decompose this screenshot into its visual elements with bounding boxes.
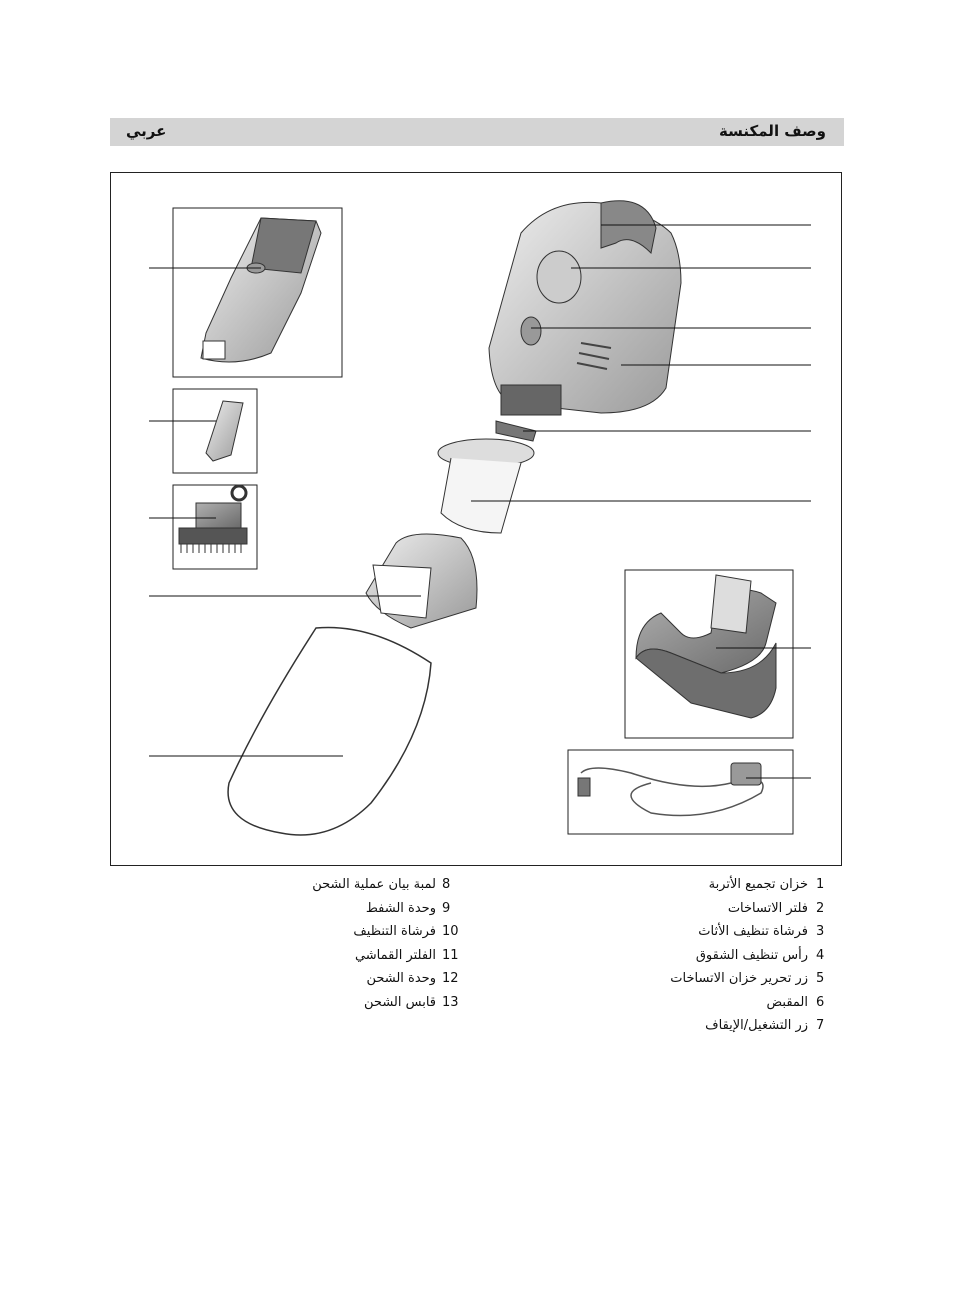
legend-number: 2 — [816, 901, 825, 916]
legend-label: زر تحرير خزان الاتساخات — [670, 971, 808, 986]
legend-number: 8 — [442, 877, 451, 892]
legend-item — [640, 1018, 850, 1038]
legend-number: 12 — [442, 971, 459, 986]
inset-box-charger-plug — [568, 750, 793, 834]
legend-number: 6 — [816, 995, 825, 1010]
dirt-filter-drawing — [366, 534, 477, 628]
vacuum-illustration — [111, 173, 843, 867]
legend-item — [290, 924, 470, 944]
legend-number: 9 — [442, 901, 451, 916]
legend-number: 13 — [442, 995, 459, 1010]
legend-item — [640, 901, 850, 921]
full-vacuum-drawing — [201, 218, 321, 362]
dust-container-drawing — [228, 627, 431, 835]
legend-number: 4 — [816, 948, 825, 963]
legend-number: 11 — [442, 948, 459, 963]
legend-label: قابس الشحن — [364, 995, 436, 1010]
legend-label: خزان تجميع الأتربة — [708, 877, 808, 892]
legend-item — [290, 995, 470, 1015]
legend-item — [290, 971, 470, 991]
section-title: وصف المكنسة — [719, 122, 826, 140]
legend-label: زر التشغيل/الإيقاف — [705, 1018, 808, 1033]
charging-base-drawing — [636, 575, 776, 718]
legend-item — [640, 877, 850, 897]
legend-item — [290, 877, 470, 897]
legend-item — [290, 901, 470, 921]
legend-label: فلتر الاتساخات — [727, 901, 808, 916]
legend-item — [290, 948, 470, 968]
section-header — [110, 118, 844, 146]
legend-right-column — [640, 877, 850, 1047]
legend-label: وحدة الشحن — [366, 971, 436, 986]
legend-label: لمبة بيان عملية الشحن — [312, 877, 436, 892]
legend-label: فرشاة تنظيف الأثاث — [698, 924, 808, 939]
legend-item — [640, 948, 850, 968]
legend-label: وحدة الشفط — [365, 901, 436, 916]
legend-number: 1 — [816, 877, 825, 892]
crevice-tool-drawing — [206, 401, 243, 461]
exploded-diagram — [110, 172, 842, 866]
legend-number: 10 — [442, 924, 459, 939]
legend-label: فرشاة التنظيف — [353, 924, 436, 939]
charger-plug-drawing — [578, 763, 763, 816]
legend-number: 5 — [816, 971, 825, 986]
motor-unit-drawing — [489, 201, 681, 415]
cloth-filter-drawing — [438, 439, 534, 533]
legend-number: 7 — [816, 1018, 825, 1033]
legend-left-column — [290, 877, 470, 1027]
legend-number: 3 — [816, 924, 825, 939]
language-label: عربي — [126, 122, 167, 140]
legend-label: رأس تنظيف الشقوق — [695, 948, 808, 963]
brush-drawing — [179, 486, 247, 553]
legend-item — [640, 971, 850, 991]
legend-label: الفلتر القماشي — [354, 948, 436, 963]
legend-label: المقبض — [766, 995, 808, 1010]
legend-item — [640, 995, 850, 1015]
legend-item — [640, 924, 850, 944]
